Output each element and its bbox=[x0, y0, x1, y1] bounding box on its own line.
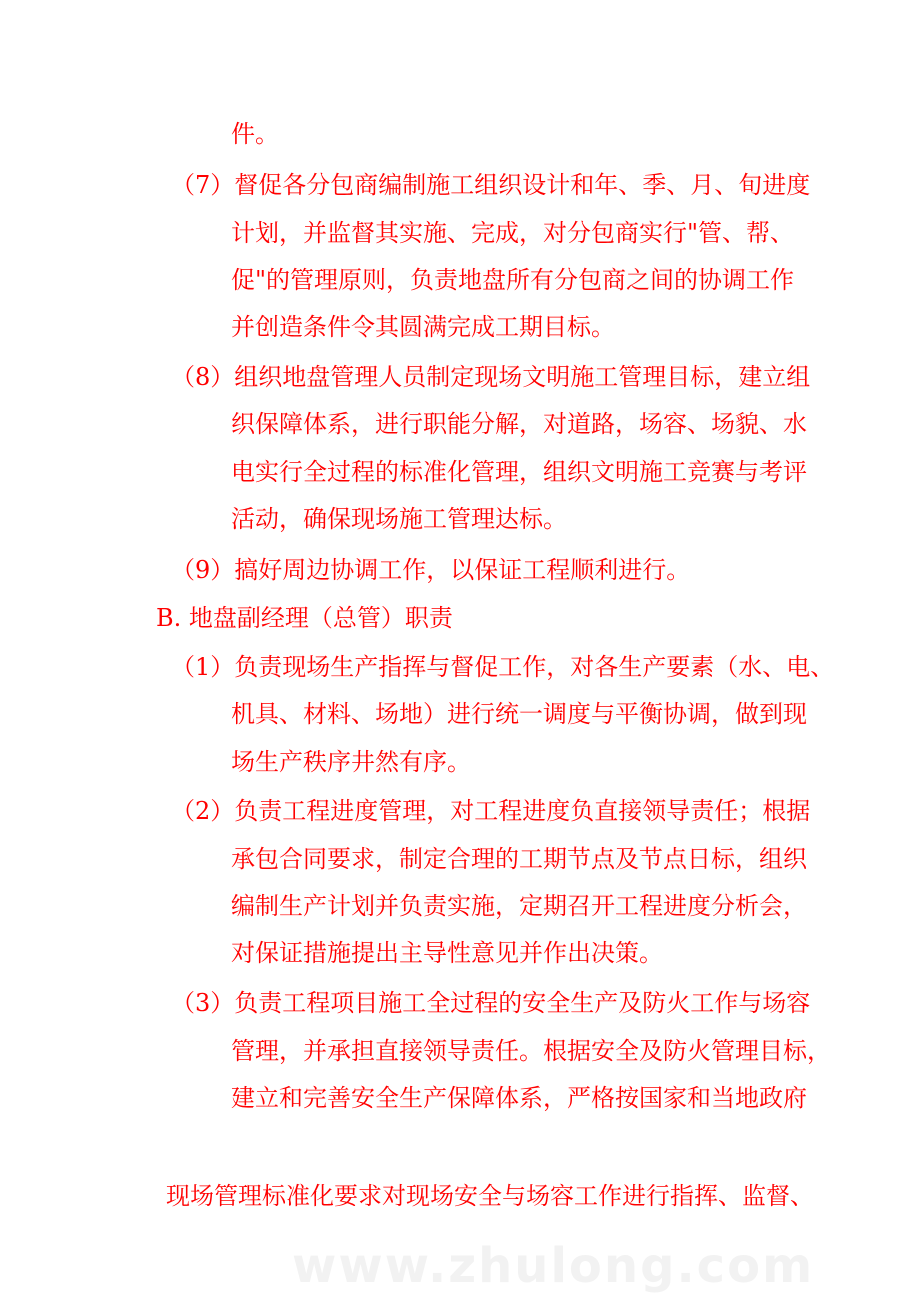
text-line: 承包合同要求，制定合理的工期节点及节点日标，组织 bbox=[231, 845, 807, 873]
text-line-next-page: 现场管理标准化要求对现场安全与场容工作进行指挥、监督、 bbox=[166, 1182, 814, 1210]
text-line: 并创造条件令其圆满完成工期目标。 bbox=[231, 313, 615, 341]
list-item-9: （9）搞好周边协调工作，以保证工程顺利进行。 bbox=[171, 556, 691, 584]
list-item-8: （8）组织地盘管理人员制定现场文明施工管理目标，建立组 bbox=[171, 363, 811, 391]
text-line: 建立和完善安全生产保障体系，严格按国家和当地政府 bbox=[231, 1084, 807, 1112]
text-line: 活动，确保现场施工管理达标。 bbox=[231, 505, 567, 533]
text-line: 场生产秩序井然有序。 bbox=[231, 748, 471, 776]
list-item-1: （1）负责现场生产指挥与督促工作，对各生产要素（水、电、 bbox=[171, 653, 835, 681]
list-item-7: （7）督促各分包商编制施工组织设计和年、季、月、旬进度 bbox=[171, 171, 811, 199]
text-line: 管理，并承担直接领导责任。根据安全及防火管理目标， bbox=[231, 1037, 831, 1065]
text-line: 对保证措施提出主导性意见并作出决策。 bbox=[231, 939, 663, 967]
text-line: 机具、材料、场地）进行统一调度与平衡协调，做到现 bbox=[231, 700, 807, 728]
section-heading: B. 地盘副经理（总管）职责 bbox=[156, 604, 453, 632]
list-item-3: （3）负责工程项目施工全过程的安全生产及防火工作与场容 bbox=[171, 989, 811, 1017]
text-line: 计划，并监督其实施、完成，对分包商实行"管、帮、 bbox=[231, 219, 795, 247]
watermark: www.zhulong.com bbox=[292, 1238, 815, 1294]
text-line: 编制生产计划并负责实施，定期召开工程进度分析会， bbox=[231, 892, 807, 920]
list-item-2: （2）负责工程进度管理，对工程进度负直接领导责任；根据 bbox=[171, 797, 811, 825]
text-line: 促"的管理原则，负责地盘所有分包商之间的协调工作 bbox=[231, 266, 795, 294]
text-line: 织保障体系，进行职能分解，对道路，场容、场貌、水 bbox=[231, 410, 807, 438]
text-line: 电实行全过程的标准化管理，组织文明施工竞赛与考评 bbox=[231, 458, 807, 486]
text-line: 件。 bbox=[231, 120, 279, 148]
